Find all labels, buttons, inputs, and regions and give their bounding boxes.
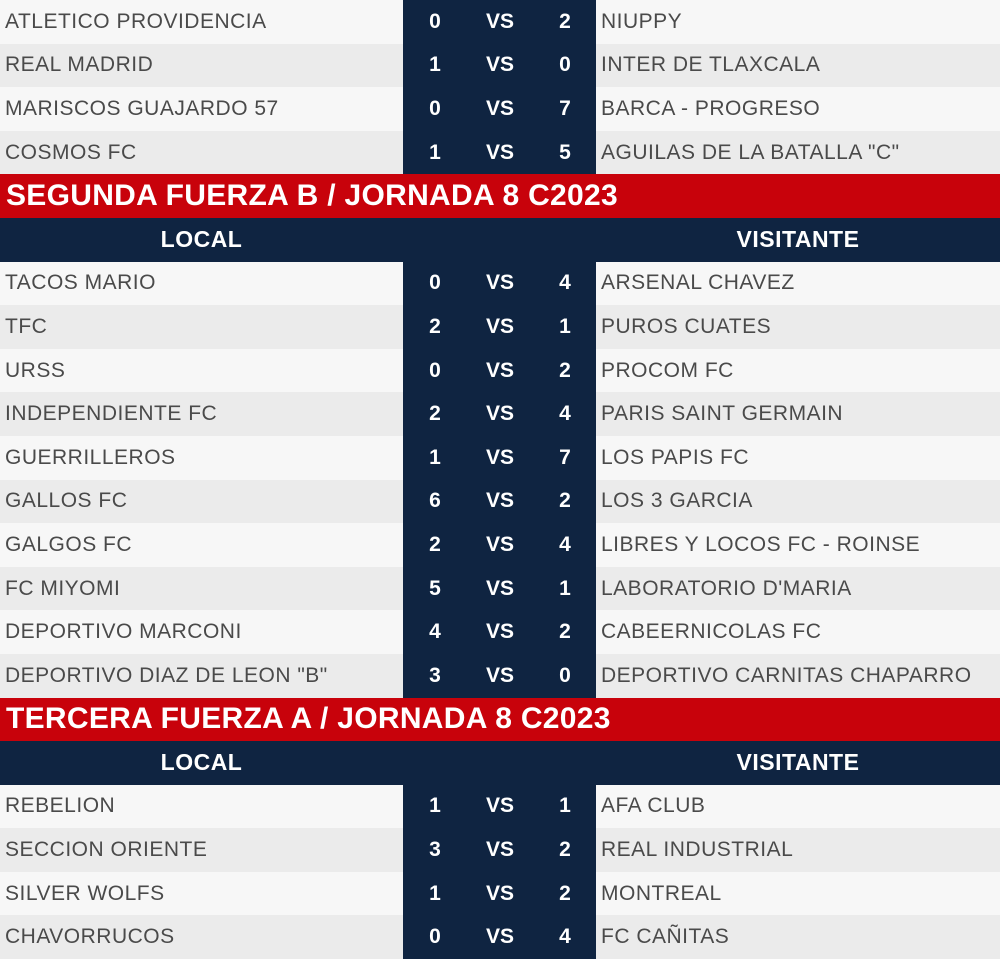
local-score: 3 (429, 663, 441, 687)
visit-score: 0 (559, 53, 571, 77)
score-box (403, 785, 596, 829)
visit-team-name: PARIS SAINT GERMAIN (601, 402, 844, 426)
local-team-name: SILVER WOLFS (5, 881, 165, 905)
match-row (0, 349, 1000, 393)
visit-team-name: BARCA - PROGRESO (601, 96, 821, 120)
local-team-name: INDEPENDIENTE FC (5, 402, 218, 426)
score-box (403, 436, 596, 480)
score-box (403, 392, 596, 436)
local-team-name: DEPORTIVO MARCONI (5, 620, 242, 644)
score-box (403, 44, 596, 88)
local-team-name: MARISCOS GUAJARDO 57 (5, 96, 279, 120)
vs-label: VS (485, 358, 514, 382)
results-section (0, 698, 1000, 960)
match-row (0, 828, 1000, 872)
visit-score: 4 (559, 271, 571, 295)
section-title: SEGUNDA FUERZA B / JORNADA 8 C2023 (0, 174, 1000, 218)
score-box (403, 131, 596, 175)
visit-score: 7 (559, 445, 571, 469)
local-score: 0 (429, 96, 441, 120)
visitante-column-header: VISITANTE (736, 749, 860, 776)
visit-score: 2 (559, 881, 571, 905)
visit-score: 2 (559, 358, 571, 382)
match-row (0, 87, 1000, 131)
match-row (0, 523, 1000, 567)
visit-score: 2 (559, 838, 571, 862)
visit-team-name: PROCOM FC (601, 358, 734, 382)
score-box (403, 87, 596, 131)
local-column-header: LOCAL (160, 749, 243, 776)
results-section (0, 0, 1000, 174)
local-team-name: CHAVORRUCOS (5, 925, 175, 949)
visit-team-name: LIBRES Y LOCOS FC - ROINSE (601, 532, 921, 556)
match-row (0, 0, 1000, 44)
visit-team-name: MONTREAL (601, 881, 722, 905)
match-row (0, 785, 1000, 829)
score-box (403, 567, 596, 611)
vs-label: VS (485, 489, 514, 513)
local-team-name: FC MIYOMI (5, 576, 121, 600)
vs-label: VS (485, 925, 514, 949)
local-team-name: COSMOS FC (5, 140, 137, 164)
score-box (403, 523, 596, 567)
local-score: 6 (429, 489, 441, 513)
vs-label: VS (485, 402, 514, 426)
local-team-name: GALLOS FC (5, 489, 128, 513)
visit-score: 1 (559, 794, 571, 818)
visit-score: 2 (559, 620, 571, 644)
local-team-name: REAL MADRID (5, 53, 154, 77)
visit-team-name: REAL INDUSTRIAL (601, 838, 794, 862)
match-row (0, 610, 1000, 654)
local-score: 0 (429, 9, 441, 33)
visit-team-name: DEPORTIVO CARNITAS CHAPARRO (601, 663, 972, 687)
local-score: 0 (429, 271, 441, 295)
local-score: 3 (429, 838, 441, 862)
score-box (403, 872, 596, 916)
local-team-name: SECCION ORIENTE (5, 838, 208, 862)
visit-team-name: ARSENAL CHAVEZ (601, 271, 795, 295)
vs-label: VS (485, 576, 514, 600)
match-row (0, 44, 1000, 88)
score-box (403, 480, 596, 524)
local-team-name: URSS (5, 358, 66, 382)
local-score: 5 (429, 576, 441, 600)
vs-label: VS (485, 881, 514, 905)
visit-score: 2 (559, 489, 571, 513)
score-box (403, 654, 596, 698)
score-box (403, 262, 596, 306)
score-box (403, 349, 596, 393)
local-score: 1 (429, 140, 441, 164)
visit-score: 7 (559, 96, 571, 120)
local-team-name: TFC (5, 314, 48, 338)
vs-label: VS (485, 532, 514, 556)
vs-label: VS (485, 445, 514, 469)
match-row (0, 262, 1000, 306)
results-section (0, 174, 1000, 697)
match-row (0, 567, 1000, 611)
vs-label: VS (485, 620, 514, 644)
local-score: 4 (429, 620, 441, 644)
local-score: 2 (429, 402, 441, 426)
vs-label: VS (485, 53, 514, 77)
vs-label: VS (485, 271, 514, 295)
local-score: 1 (429, 794, 441, 818)
local-team-name: TACOS MARIO (5, 271, 156, 295)
score-box (403, 915, 596, 959)
local-team-name: ATLETICO PROVIDENCIA (5, 9, 267, 33)
local-team-name: GALGOS FC (5, 532, 133, 556)
local-team-name: DEPORTIVO DIAZ DE LEON "B" (5, 663, 328, 687)
local-team-name: GUERRILLEROS (5, 445, 176, 469)
visit-team-name: AGUILAS DE LA BATALLA "C" (601, 140, 900, 164)
visit-score: 0 (559, 663, 571, 687)
visit-team-name: CABEERNICOLAS FC (601, 620, 822, 644)
local-score: 2 (429, 314, 441, 338)
score-box (403, 828, 596, 872)
local-team-name: REBELION (5, 794, 116, 818)
column-header-row (0, 741, 1000, 785)
match-row (0, 915, 1000, 959)
vs-label: VS (485, 663, 514, 687)
visit-team-name: LABORATORIO D'MARIA (601, 576, 852, 600)
visit-team-name: NIUPPY (601, 9, 683, 33)
vs-label: VS (485, 9, 514, 33)
visit-team-name: INTER DE TLAXCALA (601, 53, 821, 77)
visit-score: 4 (559, 532, 571, 556)
visit-score: 1 (559, 314, 571, 338)
match-row (0, 872, 1000, 916)
visit-team-name: AFA CLUB (601, 794, 706, 818)
local-score: 1 (429, 445, 441, 469)
vs-label: VS (485, 838, 514, 862)
vs-label: VS (485, 794, 514, 818)
local-score: 0 (429, 358, 441, 382)
section-title: TERCERA FUERZA A / JORNADA 8 C2023 (0, 698, 1000, 742)
match-row (0, 654, 1000, 698)
visit-team-name: PUROS CUATES (601, 314, 772, 338)
vs-label: VS (485, 96, 514, 120)
match-row (0, 480, 1000, 524)
vs-label: VS (485, 140, 514, 164)
visit-team-name: LOS 3 GARCIA (601, 489, 753, 513)
visit-score: 5 (559, 140, 571, 164)
score-box (403, 0, 596, 44)
column-header-row (0, 218, 1000, 262)
match-row (0, 305, 1000, 349)
visit-score: 2 (559, 9, 571, 33)
score-box (403, 305, 596, 349)
visit-score: 1 (559, 576, 571, 600)
local-score: 1 (429, 881, 441, 905)
match-row (0, 436, 1000, 480)
local-score: 2 (429, 532, 441, 556)
visit-score: 4 (559, 925, 571, 949)
match-row (0, 131, 1000, 175)
visitante-column-header: VISITANTE (736, 226, 860, 253)
local-score: 1 (429, 53, 441, 77)
visit-team-name: LOS PAPIS FC (601, 445, 749, 469)
match-row (0, 392, 1000, 436)
local-column-header: LOCAL (160, 226, 243, 253)
visit-team-name: FC CAÑITAS (601, 925, 730, 949)
score-box (403, 610, 596, 654)
local-score: 0 (429, 925, 441, 949)
vs-label: VS (485, 314, 514, 338)
visit-score: 4 (559, 402, 571, 426)
